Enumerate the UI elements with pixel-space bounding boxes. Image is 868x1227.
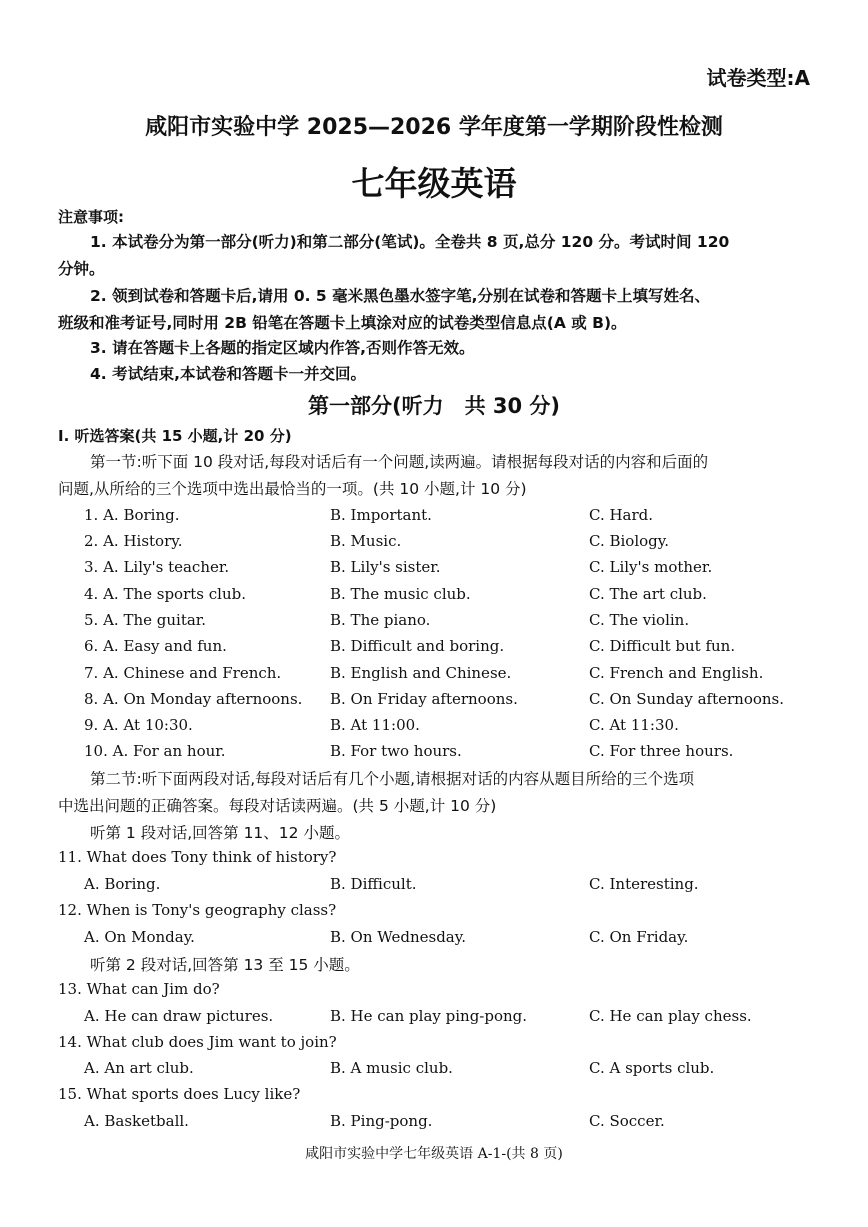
q5-option-b: B. The piano. — [330, 611, 431, 629]
section-1-instructions-continued: 问题,从所给的三个选项中选出最恰当的一项。(共 10 小题,计 10 分) — [58, 480, 527, 498]
note-1-line-1: 1. 本试卷分为第一部分(听力)和第二部分(笔试)。全卷共 8 页,总分 120 分。考试时间 120 — [90, 233, 730, 251]
q4-option-a: 4. A. The sports club. — [84, 585, 246, 603]
page-footer: 咸阳市实验中学七年级英语 A-1-(共 8 页) — [305, 1146, 563, 1162]
q5-option-c: C. The violin. — [589, 611, 690, 629]
note-2-continued: 班级和准考证号,同时用 2B 铅笔在答题卡上填涂对应的试卷类型信息点(A 或 B)。 — [58, 314, 627, 332]
note-3 — [58, 335, 810, 362]
q4-option-b: B. The music club. — [330, 585, 471, 603]
q9-option-b: B. At 11:00. — [330, 716, 420, 734]
q1-option-a: 1. A. Boring. — [84, 506, 180, 524]
q1-option-c: C. Hard. — [589, 506, 654, 524]
q3-option-b: B. Lily's sister. — [330, 558, 441, 576]
q11-option-a: A. Boring. — [84, 875, 161, 893]
note-2-line-1: 2. 领到试卷和答题卡后,请用 0. 5 毫米黑色墨水签字笔,分别在试卷和答题卡上填写姓名、 — [90, 287, 710, 305]
section-1-line-1: 第一节:听下面 10 段对话,每段对话后有一个问题,读两遍。请根据每段对话的内容和后面的 — [90, 453, 709, 471]
q13-stem: 13. What can Jim do? — [58, 980, 220, 998]
q6-option-c: C. Difficult but fun. — [589, 637, 736, 655]
q12-stem: 12. When is Tony's geography class? — [58, 901, 337, 919]
section-1-instructions — [58, 449, 812, 476]
q10-option-c: C. For three hours. — [589, 742, 734, 760]
q9-option-c: C. At 11:30. — [589, 716, 679, 734]
q13-option-c: C. He can play chess. — [589, 1007, 752, 1025]
note-4-text: 4. 考试结束,本试卷和答题卡一并交回。 — [90, 365, 366, 383]
note-1 — [58, 229, 810, 256]
section-2-instructions — [58, 766, 812, 793]
exam-title: 咸阳市实验中学 2025—2026 学年度第一学期阶段性检测 — [145, 115, 723, 140]
q12-option-b: B. On Wednesday. — [330, 928, 466, 946]
q15-option-a: A. Basketball. — [84, 1112, 189, 1130]
q4-option-c: C. The art club. — [589, 585, 707, 603]
q10-option-a: 10. A. For an hour. — [84, 742, 226, 760]
q8-option-c: C. On Sunday afternoons. — [589, 690, 785, 708]
note-3-text: 3. 请在答题卡上各题的指定区域内作答,否则作答无效。 — [90, 339, 475, 357]
q2-option-a: 2. A. History. — [84, 532, 183, 550]
q6-option-b: B. Difficult and boring. — [330, 637, 505, 655]
q7-option-b: B. English and Chinese. — [330, 664, 512, 682]
q8-option-a: 8. A. On Monday afternoons. — [84, 690, 303, 708]
note-4 — [58, 361, 810, 388]
q2-option-c: C. Biology. — [589, 532, 670, 550]
q11-option-c: C. Interesting. — [589, 875, 699, 893]
q14-option-c: C. A sports club. — [589, 1059, 715, 1077]
q14-option-a: A. An art club. — [84, 1059, 194, 1077]
note-1-continued: 分钟。 — [58, 260, 105, 278]
section-one-heading: Ⅰ. 听选答案(共 15 小题,计 20 分) — [58, 427, 292, 445]
exam-subject: 七年级英语 — [351, 164, 517, 203]
q2-option-b: B. Music. — [330, 532, 402, 550]
q3-option-a: 3. A. Lily's teacher. — [84, 558, 230, 576]
dialogue-1-direction: 听第 1 段对话,回答第 11、12 小题。 — [90, 824, 350, 842]
paper-type-label: 试卷类型:A — [706, 66, 810, 90]
q1-option-b: B. Important. — [330, 506, 432, 524]
q13-option-a: A. He can draw pictures. — [84, 1007, 274, 1025]
q7-option-c: C. French and English. — [589, 664, 764, 682]
q5-option-a: 5. A. The guitar. — [84, 611, 207, 629]
q3-option-c: C. Lily's mother. — [589, 558, 713, 576]
q11-option-b: B. Difficult. — [330, 875, 417, 893]
section-2-line-1: 第二节:听下面两段对话,每段对话后有几个小题,请根据对话的内容从题目所给的三个选项 — [90, 770, 695, 788]
q8-option-b: B. On Friday afternoons. — [330, 690, 518, 708]
q15-stem: 15. What sports does Lucy like? — [58, 1085, 301, 1103]
q13-option-b: B. He can play ping-pong. — [330, 1007, 528, 1025]
note-2 — [58, 283, 810, 310]
part-one-title: 第一部分(听力 共 30 分) — [307, 394, 561, 418]
section-2-instructions-continued: 中选出问题的正确答案。每段对话读两遍。(共 5 小题,计 10 分) — [58, 797, 497, 815]
q7-option-a: 7. A. Chinese and French. — [84, 664, 282, 682]
q12-option-a: A. On Monday. — [84, 928, 195, 946]
q11-stem: 11. What does Tony think of history? — [58, 848, 337, 866]
q6-option-a: 6. A. Easy and fun. — [84, 637, 227, 655]
q15-option-b: B. Ping-pong. — [330, 1112, 433, 1130]
q9-option-a: 9. A. At 10:30. — [84, 716, 193, 734]
dialogue-2-direction: 听第 2 段对话,回答第 13 至 15 小题。 — [90, 956, 360, 974]
q10-option-b: B. For two hours. — [330, 742, 462, 760]
q15-option-c: C. Soccer. — [589, 1112, 665, 1130]
q14-stem: 14. What club does Jim want to join? — [58, 1033, 337, 1051]
notes-heading: 注意事项: — [58, 208, 124, 226]
q14-option-b: B. A music club. — [330, 1059, 453, 1077]
q12-option-c: C. On Friday. — [589, 928, 689, 946]
